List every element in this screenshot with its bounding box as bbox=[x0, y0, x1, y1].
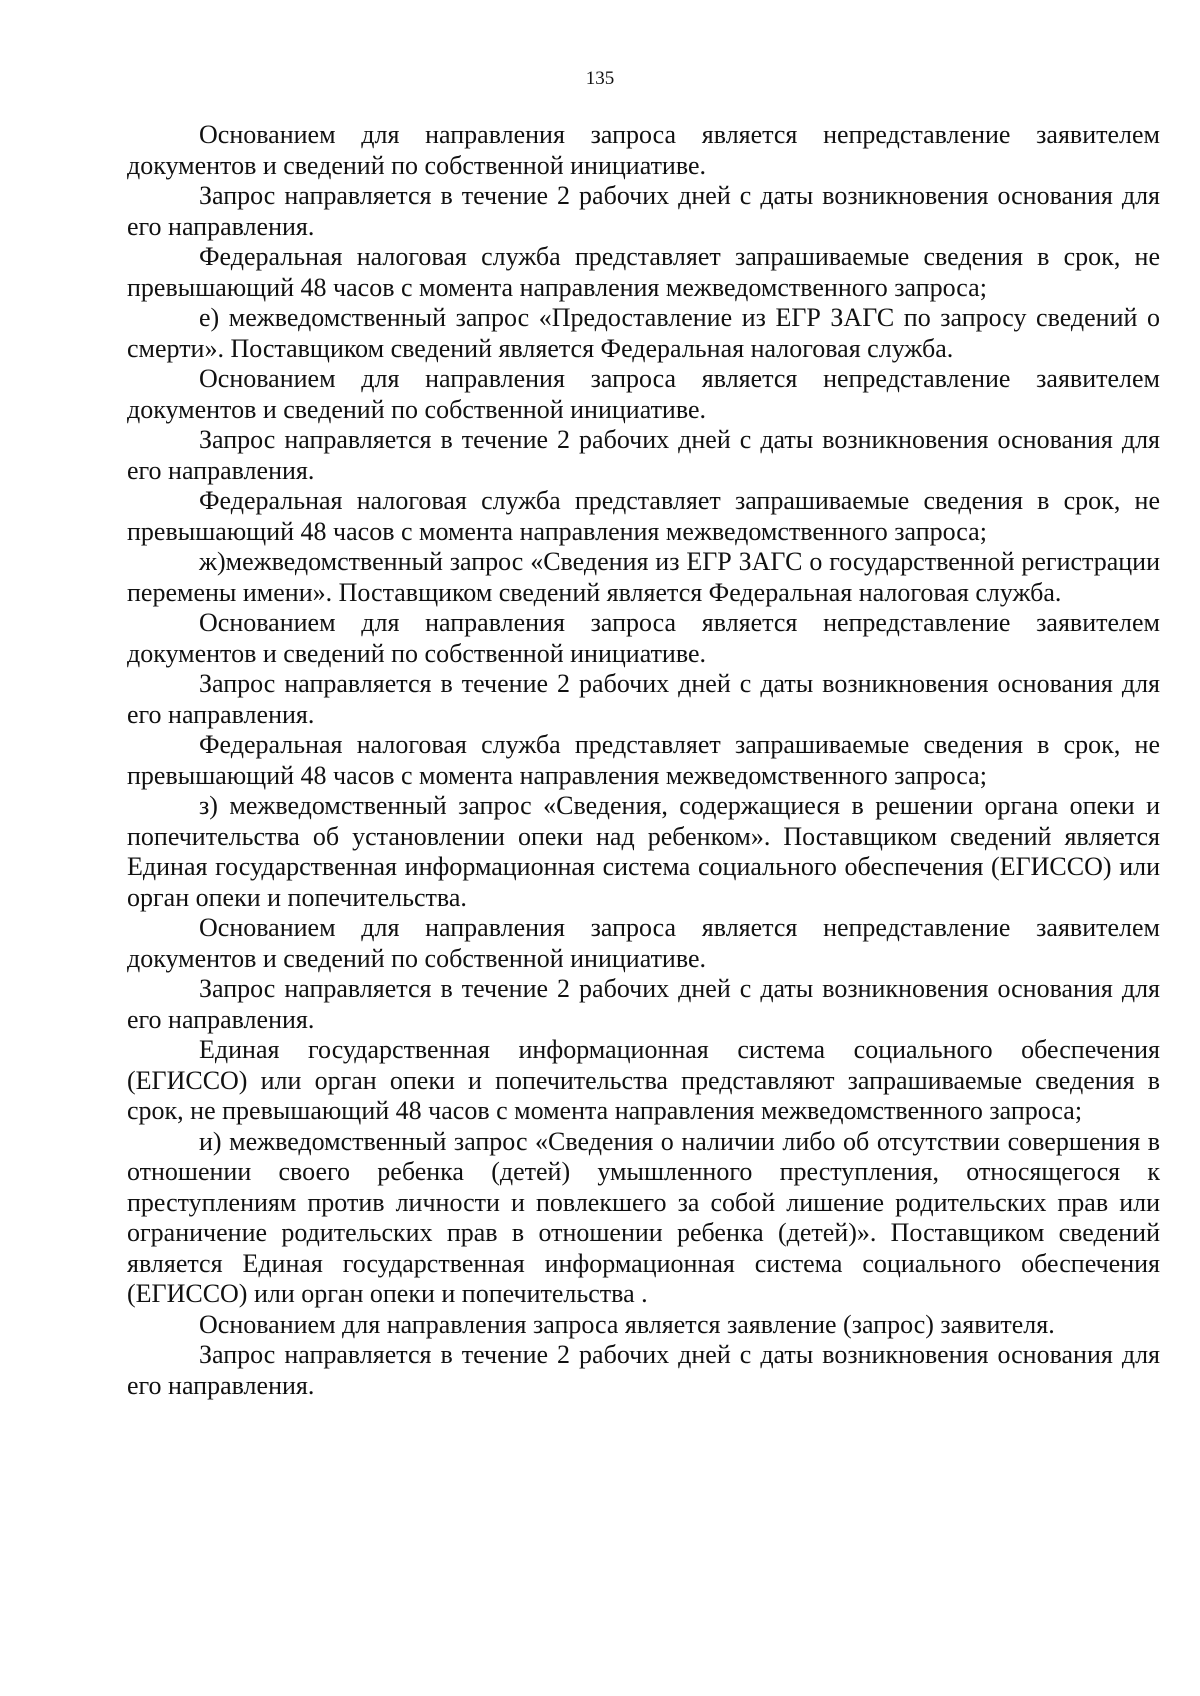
paragraph: е) межведомственный запрос «Предоставление из ЕГР ЗАГС по запросу сведений о смерти». Поставщиком сведений является Федеральная налоговая служба. bbox=[127, 303, 1160, 363]
page-number: 135 bbox=[585, 68, 615, 89]
paragraph: Основанием для направления запроса является заявление (запрос) заявителя. bbox=[199, 1309, 1055, 1339]
paragraph: Федеральная налоговая служба представляет запрашиваемые сведения в срок, не превышающий 48 часов с момента направления межведомственного запроса; bbox=[127, 242, 1160, 302]
paragraph: Основанием для направления запроса является непредставление заявителем документов и сведений по собственной инициативе. bbox=[127, 120, 1160, 180]
paragraph: Запрос направляется в течение 2 рабочих дней с даты возникновения основания для его направления. bbox=[127, 425, 1160, 485]
paragraph: Основанием для направления запроса является непредставление заявителем документов и сведений по собственной инициативе. bbox=[127, 364, 1160, 424]
paragraph: Запрос направляется в течение 2 рабочих дней с даты возникновения основания для его направления. bbox=[127, 669, 1160, 729]
paragraph: Основанием для направления запроса является непредставление заявителем документов и сведений по собственной инициативе. bbox=[127, 913, 1160, 973]
paragraph: Федеральная налоговая служба представляет запрашиваемые сведения в срок, не превышающий 48 часов с момента направления межведомственного запроса; bbox=[127, 486, 1160, 546]
paragraph: Федеральная налоговая служба представляет запрашиваемые сведения в срок, не превышающий 48 часов с момента направления межведомственного запроса; bbox=[127, 730, 1160, 790]
paragraph: и) межведомственный запрос «Сведения о наличии либо об отсутствии совершения в отношении своего ребенка (детей) умышленного преступления, относящегося к преступлениям против личности и повлекшего за собой лишение родительских прав или ограничение родительских прав в отношении ребенка (детей)». Поставщиком сведений является Единая государственная информационная система социального обеспечения (ЕГИССО) или орган опеки и попечительства . bbox=[127, 1126, 1160, 1308]
paragraph: з) межведомственный запрос «Сведения, содержащиеся в решении органа опеки и попечительства об установлении опеки над ребенком». Поставщиком сведений является Единая государственная информационная система социального обеспечения (ЕГИССО) или орган опеки и попечительства. bbox=[127, 791, 1160, 912]
paragraph: ж)межведомственный запрос «Сведения из ЕГР ЗАГС о государственной регистрации перемены имени». Поставщиком сведений является Федеральная налоговая служба. bbox=[127, 547, 1160, 607]
paragraph: Основанием для направления запроса является непредставление заявителем документов и сведений по собственной инициативе. bbox=[127, 608, 1160, 668]
paragraph: Запрос направляется в течение 2 рабочих дней с даты возникновения основания для его направления. bbox=[127, 974, 1160, 1034]
paragraph: Запрос направляется в течение 2 рабочих дней с даты возникновения основания для его направления. bbox=[127, 1340, 1160, 1400]
paragraph: Единая государственная информационная система социального обеспечения (ЕГИССО) или орган опеки и попечительства представляют запрашиваемые сведения в срок, не превышающий 48 часов с момента направления межведомственного запроса; bbox=[127, 1035, 1160, 1125]
paragraph: Запрос направляется в течение 2 рабочих дней с даты возникновения основания для его направления. bbox=[127, 181, 1160, 241]
body-text bbox=[127, 120, 1160, 1401]
